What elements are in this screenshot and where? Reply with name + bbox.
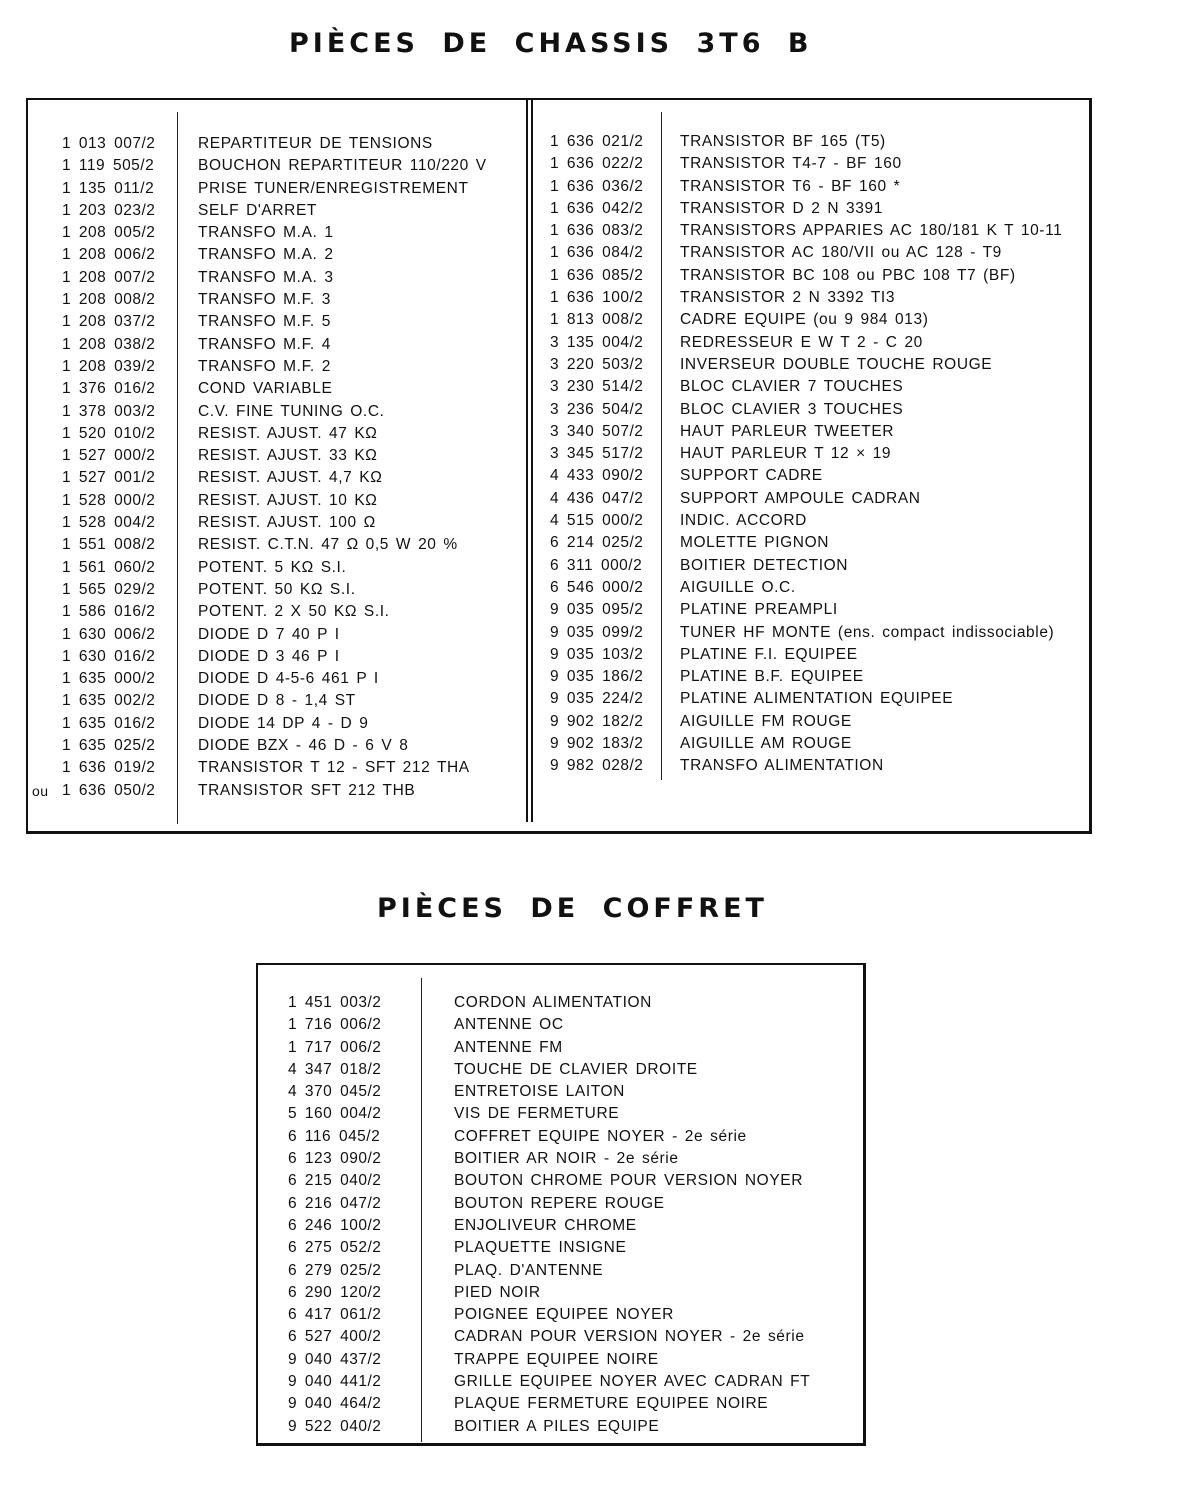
part-description: PLATINE PREAMPLI: [680, 601, 838, 619]
part-reference: 1 716 006/2: [288, 1016, 382, 1034]
part-row: [550, 577, 1085, 599]
part-reference: 3 135 004/2: [550, 333, 644, 351]
part-reference: 1 208 039/2: [62, 357, 156, 375]
part-reference: 1 203 023/2: [62, 201, 156, 219]
part-description: REPARTITEUR DE TENSIONS: [198, 135, 433, 152]
part-row: [62, 624, 522, 646]
part-row: [62, 690, 522, 712]
part-reference: 1 527 001/2: [62, 469, 156, 487]
part-description: PLAQ. D'ANTENNE: [454, 1261, 604, 1279]
part-description: TRANSISTOR SFT 212 THB: [198, 781, 416, 799]
part-description: POTENT. 2 X 50 KΩ S.I.: [198, 603, 390, 621]
part-row: [550, 510, 1085, 532]
part-reference: 1 451 003/2: [288, 994, 382, 1011]
part-row: [62, 133, 522, 155]
part-description: DIODE D 3 46 P I: [198, 647, 340, 665]
part-description: TRANSISTOR T4-7 - BF 160: [680, 155, 902, 173]
part-row: [550, 220, 1085, 242]
part-row: [62, 490, 522, 512]
part-row: [550, 644, 1085, 666]
part-description: ENTRETOISE LAITON: [454, 1083, 625, 1101]
part-description: RESIST. C.T.N. 47 Ω 0,5 W 20 %: [198, 536, 458, 554]
part-description: SUPPORT AMPOULE CADRAN: [680, 489, 921, 507]
part-row: [62, 401, 522, 423]
part-description: CORDON ALIMENTATION: [454, 994, 652, 1011]
part-row: [550, 309, 1085, 331]
coffret-title: PIÈCES DE COFFRET: [377, 893, 768, 924]
chassis-right-list: [550, 131, 1085, 778]
part-row: [288, 1037, 848, 1059]
part-row: [550, 465, 1085, 487]
part-description: REDRESSEUR E W T 2 - C 20: [680, 333, 923, 351]
part-description: BLOC CLAVIER 3 TOUCHES: [680, 400, 904, 418]
part-description: MOLETTE PIGNON: [680, 534, 830, 552]
part-reference: 6 215 040/2: [288, 1172, 382, 1190]
part-row: [288, 1148, 848, 1170]
part-row: [62, 311, 522, 333]
part-reference: 1 636 083/2: [550, 222, 644, 240]
part-reference: 1 636 084/2: [550, 244, 644, 262]
part-description: TRANSFO M.F. 3: [198, 291, 331, 309]
part-description: PLAQUETTE INSIGNE: [454, 1239, 627, 1257]
part-description: DIODE D 8 - 1,4 ST: [198, 692, 356, 710]
part-description: PLATINE F.I. EQUIPEE: [680, 645, 858, 663]
part-row: [62, 735, 522, 757]
part-row: [62, 467, 522, 489]
part-reference: 1 208 037/2: [62, 313, 156, 331]
part-row: [288, 1170, 848, 1192]
part-reference: 6 246 100/2: [288, 1216, 382, 1234]
part-description: TRANSISTOR BC 108 ou PBC 108 T7 (BF): [680, 266, 1016, 284]
part-reference: 1 376 016/2: [62, 380, 156, 398]
part-row: [62, 445, 522, 467]
part-row: [288, 1416, 848, 1438]
part-row: [288, 1081, 848, 1103]
part-reference: 1 013 007/2: [62, 135, 156, 152]
part-description: RESIST. AJUST. 4,7 KΩ: [198, 469, 383, 487]
part-reference: 9 035 095/2: [550, 601, 644, 619]
part-description: BOITIER A PILES EQUIPE: [454, 1417, 660, 1435]
part-reference: 3 220 503/2: [550, 355, 644, 373]
part-row: [62, 334, 522, 356]
part-row: [288, 1014, 848, 1036]
part-row: [550, 488, 1085, 510]
part-reference: 4 370 045/2: [288, 1083, 382, 1101]
part-reference: 6 279 025/2: [288, 1261, 382, 1279]
part-row: [550, 421, 1085, 443]
part-reference: 6 216 047/2: [288, 1194, 382, 1212]
part-description: TRANSFO M.F. 5: [198, 313, 331, 331]
part-row: [550, 198, 1085, 220]
part-reference: 1 636 100/2: [550, 289, 644, 307]
part-row: [288, 1326, 848, 1348]
part-description: BOUTON REPERE ROUGE: [454, 1194, 665, 1212]
part-description: TRANSFO M.A. 1: [198, 224, 334, 242]
part-description: CADRE EQUIPE (ou 9 984 013): [680, 311, 929, 329]
part-reference: 1 528 004/2: [62, 514, 156, 532]
part-reference: 1 636 036/2: [550, 177, 644, 195]
part-description: POTENT. 5 KΩ S.I.: [198, 558, 347, 576]
part-reference: 1 208 005/2: [62, 224, 156, 242]
part-row: [62, 512, 522, 534]
part-row: [550, 354, 1085, 376]
part-reference: 9 035 186/2: [550, 668, 644, 686]
part-row: [550, 265, 1085, 287]
part-description: TRANSISTOR T 12 - SFT 212 THA: [198, 759, 470, 777]
part-reference: 6 527 400/2: [288, 1328, 382, 1346]
part-description: PLATINE ALIMENTATION EQUIPEE: [680, 690, 954, 708]
part-row: [62, 534, 522, 556]
part-reference: 1 119 505/2: [62, 157, 155, 175]
part-reference: 1 636 050/2: [62, 781, 156, 799]
part-description: INDIC. ACCORD: [680, 512, 807, 530]
part-reference: 1 208 038/2: [62, 335, 156, 353]
part-description: PLATINE B.F. EQUIPEE: [680, 668, 864, 686]
part-row: [550, 532, 1085, 554]
part-row: [62, 557, 522, 579]
part-description: ENJOLIVEUR CHROME: [454, 1216, 637, 1234]
part-reference: 6 214 025/2: [550, 534, 644, 552]
part-reference: 4 347 018/2: [288, 1060, 382, 1078]
part-description: ANTENNE FM: [454, 1038, 563, 1056]
part-description: CADRAN POUR VERSION NOYER - 2e série: [454, 1328, 805, 1346]
part-description: TRANSISTORS APPARIES AC 180/181 K T 10-11: [680, 222, 1063, 240]
part-reference: 6 311 000/2: [550, 556, 643, 574]
part-row: [550, 688, 1085, 710]
part-reference: 1 527 000/2: [62, 447, 156, 465]
part-description: INVERSEUR DOUBLE TOUCHE ROUGE: [680, 355, 993, 373]
coffret-list: [288, 992, 848, 1438]
part-row: [62, 646, 522, 668]
part-reference: 9 522 040/2: [288, 1417, 382, 1435]
part-row: [550, 555, 1085, 577]
part-reference: 1 630 016/2: [62, 647, 156, 665]
part-description: C.V. FINE TUNING O.C.: [198, 402, 385, 420]
part-row: [62, 423, 522, 445]
part-row: [550, 755, 1085, 777]
part-reference: 6 546 000/2: [550, 578, 644, 596]
part-reference: 6 417 061/2: [288, 1306, 382, 1324]
part-description: TRANSFO M.F. 4: [198, 335, 331, 353]
part-row: [62, 200, 522, 222]
part-reference: 1 717 006/2: [288, 1038, 382, 1056]
part-row: [288, 1371, 848, 1393]
part-row: [550, 622, 1085, 644]
part-description: AIGUILLE AM ROUGE: [680, 735, 852, 753]
part-description: PIED NOIR: [454, 1283, 541, 1301]
part-row: [32, 780, 522, 802]
part-reference: 6 116 045/2: [288, 1127, 381, 1145]
part-description: TRANSISTOR AC 180/VII ou AC 128 - T9: [680, 244, 1002, 262]
part-reference: 6 275 052/2: [288, 1239, 382, 1257]
part-reference: 9 902 183/2: [550, 735, 644, 753]
part-reference: 4 515 000/2: [550, 512, 644, 530]
part-reference: 1 208 006/2: [62, 246, 156, 264]
part-reference: 9 040 464/2: [288, 1395, 382, 1413]
chassis-left-list: [32, 133, 522, 802]
part-row: [62, 267, 522, 289]
part-row: [288, 1237, 848, 1259]
part-row: [550, 287, 1085, 309]
part-description: ANTENNE OC: [454, 1016, 564, 1034]
part-row: [288, 1193, 848, 1215]
part-description: POTENT. 50 KΩ S.I.: [198, 580, 356, 598]
part-reference: 9 035 103/2: [550, 645, 644, 663]
part-description: SELF D'ARRET: [198, 201, 317, 219]
part-description: RESIST. AJUST. 10 KΩ: [198, 491, 378, 509]
part-reference: 1 565 029/2: [62, 580, 156, 598]
part-row: [288, 1393, 848, 1415]
part-reference: 3 340 507/2: [550, 422, 644, 440]
part-description: TRANSISTOR T6 - BF 160 *: [680, 177, 901, 195]
part-reference: 9 982 028/2: [550, 757, 644, 775]
part-row: [550, 332, 1085, 354]
part-reference: 1 636 085/2: [550, 266, 644, 284]
part-reference: 9 902 182/2: [550, 712, 644, 730]
part-row: [550, 443, 1085, 465]
part-description: DIODE D 7 40 P I: [198, 625, 340, 643]
part-description: TUNER HF MONTE (ens. compact indissociable): [680, 623, 1055, 641]
part-reference: 1 378 003/2: [62, 402, 156, 420]
part-reference: 9 035 224/2: [550, 690, 644, 708]
part-description: HAUT PARLEUR T 12 × 19: [680, 445, 892, 463]
part-reference: 9 035 099/2: [550, 623, 644, 641]
part-row: [62, 222, 522, 244]
part-description: DIODE D 4-5-6 461 P I: [198, 670, 379, 688]
part-row: [62, 244, 522, 266]
part-row: [62, 601, 522, 623]
part-row: [62, 713, 522, 735]
part-reference: 1 520 010/2: [62, 424, 156, 442]
part-reference: 4 436 047/2: [550, 489, 644, 507]
part-description: TRANSFO M.F. 2: [198, 357, 331, 375]
part-reference: 1 630 006/2: [62, 625, 156, 643]
part-reference: 3 230 514/2: [550, 378, 644, 396]
part-description: RESIST. AJUST. 33 KΩ: [198, 447, 378, 465]
part-reference: 1 636 022/2: [550, 155, 644, 173]
part-reference: 4 433 090/2: [550, 467, 644, 485]
part-reference: 1 635 000/2: [62, 670, 156, 688]
part-row: [550, 376, 1085, 398]
part-row: [62, 579, 522, 601]
part-reference: 1 636 019/2: [62, 759, 156, 777]
part-row: [62, 668, 522, 690]
part-description: HAUT PARLEUR TWEETER: [680, 422, 895, 440]
part-reference: 1 636 021/2: [550, 133, 644, 150]
part-reference: 1 208 008/2: [62, 291, 156, 309]
part-description: TRANSISTOR D 2 N 3391: [680, 199, 883, 217]
part-reference: 5 160 004/2: [288, 1105, 382, 1123]
part-reference: 1 586 016/2: [62, 603, 156, 621]
part-row: [288, 1215, 848, 1237]
part-row: [550, 599, 1085, 621]
part-reference: 6 123 090/2: [288, 1150, 382, 1168]
part-row: [288, 992, 848, 1014]
part-description: PLAQUE FERMETURE EQUIPEE NOIRE: [454, 1395, 769, 1413]
part-description: DIODE 14 DP 4 - D 9: [198, 714, 369, 732]
part-row: [62, 757, 522, 779]
part-description: POIGNEE EQUIPEE NOYER: [454, 1306, 674, 1324]
part-row: [288, 1349, 848, 1371]
part-description: DIODE BZX - 46 D - 6 V 8: [198, 737, 409, 755]
part-reference: 6 290 120/2: [288, 1283, 382, 1301]
part-row: [62, 155, 522, 177]
part-row: [62, 356, 522, 378]
chassis-middle-divider-a: [526, 100, 528, 822]
part-description: COND VARIABLE: [198, 380, 333, 398]
part-row: [550, 733, 1085, 755]
part-reference: 1 551 008/2: [62, 536, 156, 554]
part-description: TOUCHE DE CLAVIER DROITE: [454, 1060, 698, 1078]
part-description: BOUTON CHROME POUR VERSION NOYER: [454, 1172, 804, 1190]
part-description: BOITIER DETECTION: [680, 556, 849, 574]
part-description: PRISE TUNER/ENREGISTREMENT: [198, 179, 469, 197]
part-reference: 1 635 025/2: [62, 737, 156, 755]
part-description: RESIST. AJUST. 47 KΩ: [198, 424, 378, 442]
part-reference: 1 635 002/2: [62, 692, 156, 710]
part-reference: 1 528 000/2: [62, 491, 156, 509]
part-reference: 1 561 060/2: [62, 558, 156, 576]
part-description: VIS DE FERMETURE: [454, 1105, 620, 1123]
part-row: [550, 711, 1085, 733]
part-row: [288, 1282, 848, 1304]
part-description: AIGUILLE FM ROUGE: [680, 712, 852, 730]
part-description: BOITIER AR NOIR - 2e série: [454, 1150, 679, 1168]
part-description: TRANSISTOR 2 N 3392 TI3: [680, 289, 896, 307]
part-row: [550, 666, 1085, 688]
part-description: SUPPORT CADRE: [680, 467, 823, 485]
part-reference: 3 236 504/2: [550, 400, 644, 418]
part-row: [288, 1304, 848, 1326]
part-reference: 1 636 042/2: [550, 199, 644, 217]
part-description: AIGUILLE O.C.: [680, 578, 796, 596]
part-row: [288, 1260, 848, 1282]
part-row: [62, 289, 522, 311]
part-reference: 3 345 517/2: [550, 445, 644, 463]
part-row: [62, 378, 522, 400]
part-row: [288, 1103, 848, 1125]
part-description: BOUCHON REPARTITEUR 110/220 V: [198, 157, 487, 175]
part-row: [288, 1126, 848, 1148]
part-description: TRANSFO ALIMENTATION: [680, 757, 884, 775]
part-reference: 1 208 007/2: [62, 268, 156, 286]
part-row: [550, 176, 1085, 198]
part-alternative-prefix: ou: [32, 782, 49, 799]
part-reference: 1 135 011/2: [62, 179, 155, 197]
part-description: TRANSFO M.A. 2: [198, 246, 334, 264]
part-row: [550, 399, 1085, 421]
part-description: BLOC CLAVIER 7 TOUCHES: [680, 378, 904, 396]
part-description: TRANSFO M.A. 3: [198, 268, 334, 286]
part-row: [550, 131, 1085, 153]
chassis-middle-divider-b: [531, 100, 533, 822]
part-description: COFFRET EQUIPE NOYER - 2e série: [454, 1127, 747, 1145]
part-description: RESIST. AJUST. 100 Ω: [198, 514, 376, 532]
part-description: TRANSISTOR BF 165 (T5): [680, 133, 886, 150]
part-description: TRAPPE EQUIPEE NOIRE: [454, 1350, 659, 1368]
chassis-title: PIÈCES DE CHASSIS 3T6 B: [289, 28, 813, 59]
part-row: [62, 178, 522, 200]
part-row: [550, 153, 1085, 175]
part-reference: 1 635 016/2: [62, 714, 156, 732]
part-reference: 9 040 441/2: [288, 1373, 382, 1391]
part-reference: 9 040 437/2: [288, 1350, 382, 1368]
part-description: GRILLE EQUIPEE NOYER AVEC CADRAN FT: [454, 1373, 811, 1391]
part-row: [550, 242, 1085, 264]
part-row: [288, 1059, 848, 1081]
part-reference: 1 813 008/2: [550, 311, 644, 329]
